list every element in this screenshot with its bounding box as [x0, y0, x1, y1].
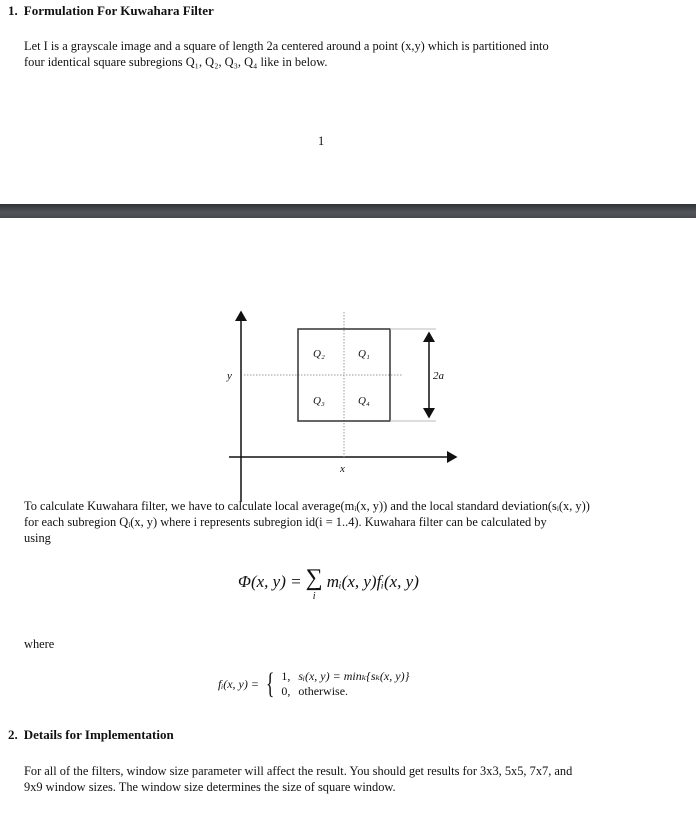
case-1-condition: sᵢ(x, y) = minₖ{sₖ(x, y)}: [298, 669, 410, 683]
section-2-line: 9x9 window sizes. The window size determines the size of square window.: [24, 780, 396, 794]
sum-symbol: ∑: [305, 565, 323, 591]
y-label: y: [227, 370, 232, 382]
case-2-value: 0,: [281, 684, 291, 698]
page-number: 1: [318, 134, 325, 148]
section-2-line: For all of the filters, window size parameter will affect the result. You should get results for 3x3, 5x5, 7x7, and: [24, 764, 573, 778]
label-q2: Q₂: [313, 348, 325, 360]
paragraph-2-line: To calculate Kuwahara filter, we have to calculate local average(mᵢ(x, y)) and the local standard deviation(sᵢ(x, y)): [24, 499, 590, 513]
label-q1: Q₁: [358, 348, 370, 360]
equation-2: [218, 668, 409, 700]
case-2-condition: otherwise.: [298, 684, 349, 698]
sum-subscript: i: [312, 591, 316, 602]
section-2-heading: [8, 727, 174, 743]
x-label: x: [340, 463, 345, 475]
cases: [281, 669, 409, 699]
section-1-title: Formulation For Kuwahara Filter: [23, 3, 214, 18]
where-label: where: [24, 637, 55, 651]
section-2-title: Details for Implementation: [23, 727, 174, 742]
equation-2-lhs: fᵢ(x, y) =: [218, 676, 259, 691]
label-q3: Q₃: [313, 395, 325, 407]
section-2-number: 2.: [8, 727, 18, 742]
equation-1-rhs: mᵢ(x, y)fᵢ(x, y): [326, 572, 419, 591]
equation-1-lhs: Φ(x, y) =: [238, 572, 302, 591]
equation-1: [238, 566, 419, 602]
brace: {: [265, 667, 275, 700]
paragraph-1-line: four identical square subregions Q₁, Q₂, Q₃, Q₄ like in below.: [24, 55, 328, 69]
sum: [306, 566, 323, 602]
paragraph-2-line: for each subregion Qᵢ(x, y) where i represents subregion id(i = 1..4). Kuwahara filter can be calculated by: [24, 515, 547, 529]
side-label: 2a: [433, 370, 444, 382]
label-q4: Q₄: [358, 395, 370, 407]
case-1-value: 1,: [281, 669, 291, 683]
paragraph-2-line: using: [24, 531, 51, 545]
section-1-number: 1.: [8, 3, 18, 18]
paragraph-1-line: Let I is a grayscale image and a square of length 2a centered around a point (x,y) which is partitioned into: [24, 39, 549, 53]
